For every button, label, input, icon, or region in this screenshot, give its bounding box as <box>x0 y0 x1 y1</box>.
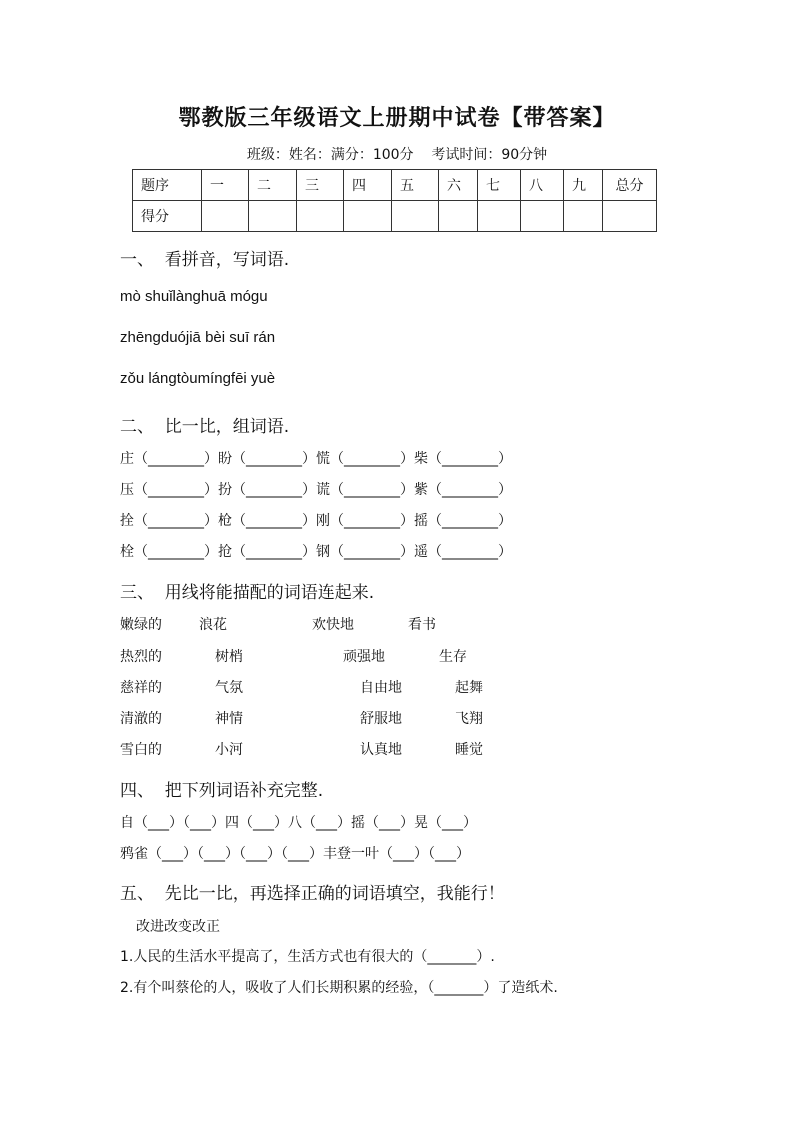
score-input-cell[interactable] <box>249 201 297 232</box>
pinyin-line: zhēngduójiā bèi suī rán <box>120 329 276 346</box>
table-cell: 题序 <box>133 170 202 201</box>
match-word: 睡觉 <box>455 742 483 758</box>
idiom-line: 鸦雀（___）（___）（___）（___）丰登一叶（___）（___） <box>120 846 470 862</box>
match-word: 神情 <box>215 711 243 727</box>
match-word: 自由地 <box>360 680 402 696</box>
exam-info: 班级：姓名：满分：100分 考试时间：90分钟 <box>246 147 548 163</box>
pinyin-line: mò shuǐlànghuā mógu <box>120 288 268 305</box>
match-word: 顽强地 <box>343 649 385 665</box>
section-4-title: 四、 把下列词语补充完整. <box>120 781 324 801</box>
score-input-cell[interactable] <box>478 201 521 232</box>
table-cell: 一 <box>202 170 249 201</box>
idiom-line: 自（___）（___）四（___）八（___）摇（___）晃（___） <box>120 815 477 831</box>
score-table-score-row <box>133 201 657 232</box>
word-compare-line: 庄（________）盼（________）慌（________）柴（________） <box>120 451 512 467</box>
table-cell: 六 <box>439 170 478 201</box>
section-3-title: 三、 用线将能描配的词语连起来. <box>120 583 375 603</box>
match-word: 看书 <box>408 617 436 633</box>
fill-blank-question: 1.人民的生活水平提高了，生活方式也有很大的（_______）. <box>120 949 495 965</box>
match-word: 雪白的 <box>120 742 162 758</box>
table-cell: 三 <box>297 170 344 201</box>
match-word: 嫩绿的 <box>120 617 162 633</box>
pinyin-line: zǒu lángtòumíngfēi yuè <box>120 370 276 387</box>
word-compare-line: 压（________）扮（________）谎（________）紫（________） <box>120 482 512 498</box>
table-cell: 四 <box>344 170 392 201</box>
table-cell: 九 <box>564 170 603 201</box>
table-cell: 得分 <box>133 201 202 232</box>
match-word: 生存 <box>439 649 467 665</box>
match-word: 飞翔 <box>455 711 483 727</box>
score-table-header-row <box>133 170 657 201</box>
match-word: 小河 <box>215 742 243 758</box>
match-word: 慈祥的 <box>120 680 162 696</box>
section-5-title: 五、 先比一比，再选择正确的词语填空，我能行！ <box>120 884 505 904</box>
match-word: 清澈的 <box>120 711 162 727</box>
table-cell: 总分 <box>603 170 657 201</box>
match-word: 舒服地 <box>360 711 402 727</box>
score-table <box>132 169 657 232</box>
score-input-cell[interactable] <box>603 201 657 232</box>
score-input-cell[interactable] <box>521 201 564 232</box>
page-title: 鄂教版三年级语文上册期中试卷【带答案】 <box>178 105 616 131</box>
score-input-cell[interactable] <box>344 201 392 232</box>
match-word: 气氛 <box>215 680 243 696</box>
match-word: 树梢 <box>215 649 243 665</box>
table-cell: 二 <box>249 170 297 201</box>
fill-blank-question: 2.有个叫蔡伦的人，吸收了人们长期积累的经验，（_______）了造纸术. <box>120 980 558 996</box>
word-choices: 改进改变改正 <box>136 919 220 935</box>
table-cell: 七 <box>478 170 521 201</box>
score-input-cell[interactable] <box>439 201 478 232</box>
table-cell: 八 <box>521 170 564 201</box>
match-word: 认真地 <box>360 742 402 758</box>
match-word: 起舞 <box>455 680 483 696</box>
word-compare-line: 拴（________）枪（________）刚（________）摇（________） <box>120 513 512 529</box>
score-input-cell[interactable] <box>202 201 249 232</box>
score-input-cell[interactable] <box>392 201 439 232</box>
score-input-cell[interactable] <box>297 201 344 232</box>
word-compare-line: 栓（________）抢（________）钢（________）遥（________） <box>120 544 512 560</box>
score-input-cell[interactable] <box>564 201 603 232</box>
match-word: 热烈的 <box>120 649 162 665</box>
section-2-title: 二、 比一比，组词语. <box>120 417 290 437</box>
match-word: 浪花 <box>199 617 227 633</box>
section-1-title: 一、 看拼音，写词语. <box>120 250 290 270</box>
match-word: 欢快地 <box>312 617 354 633</box>
table-cell: 五 <box>392 170 439 201</box>
